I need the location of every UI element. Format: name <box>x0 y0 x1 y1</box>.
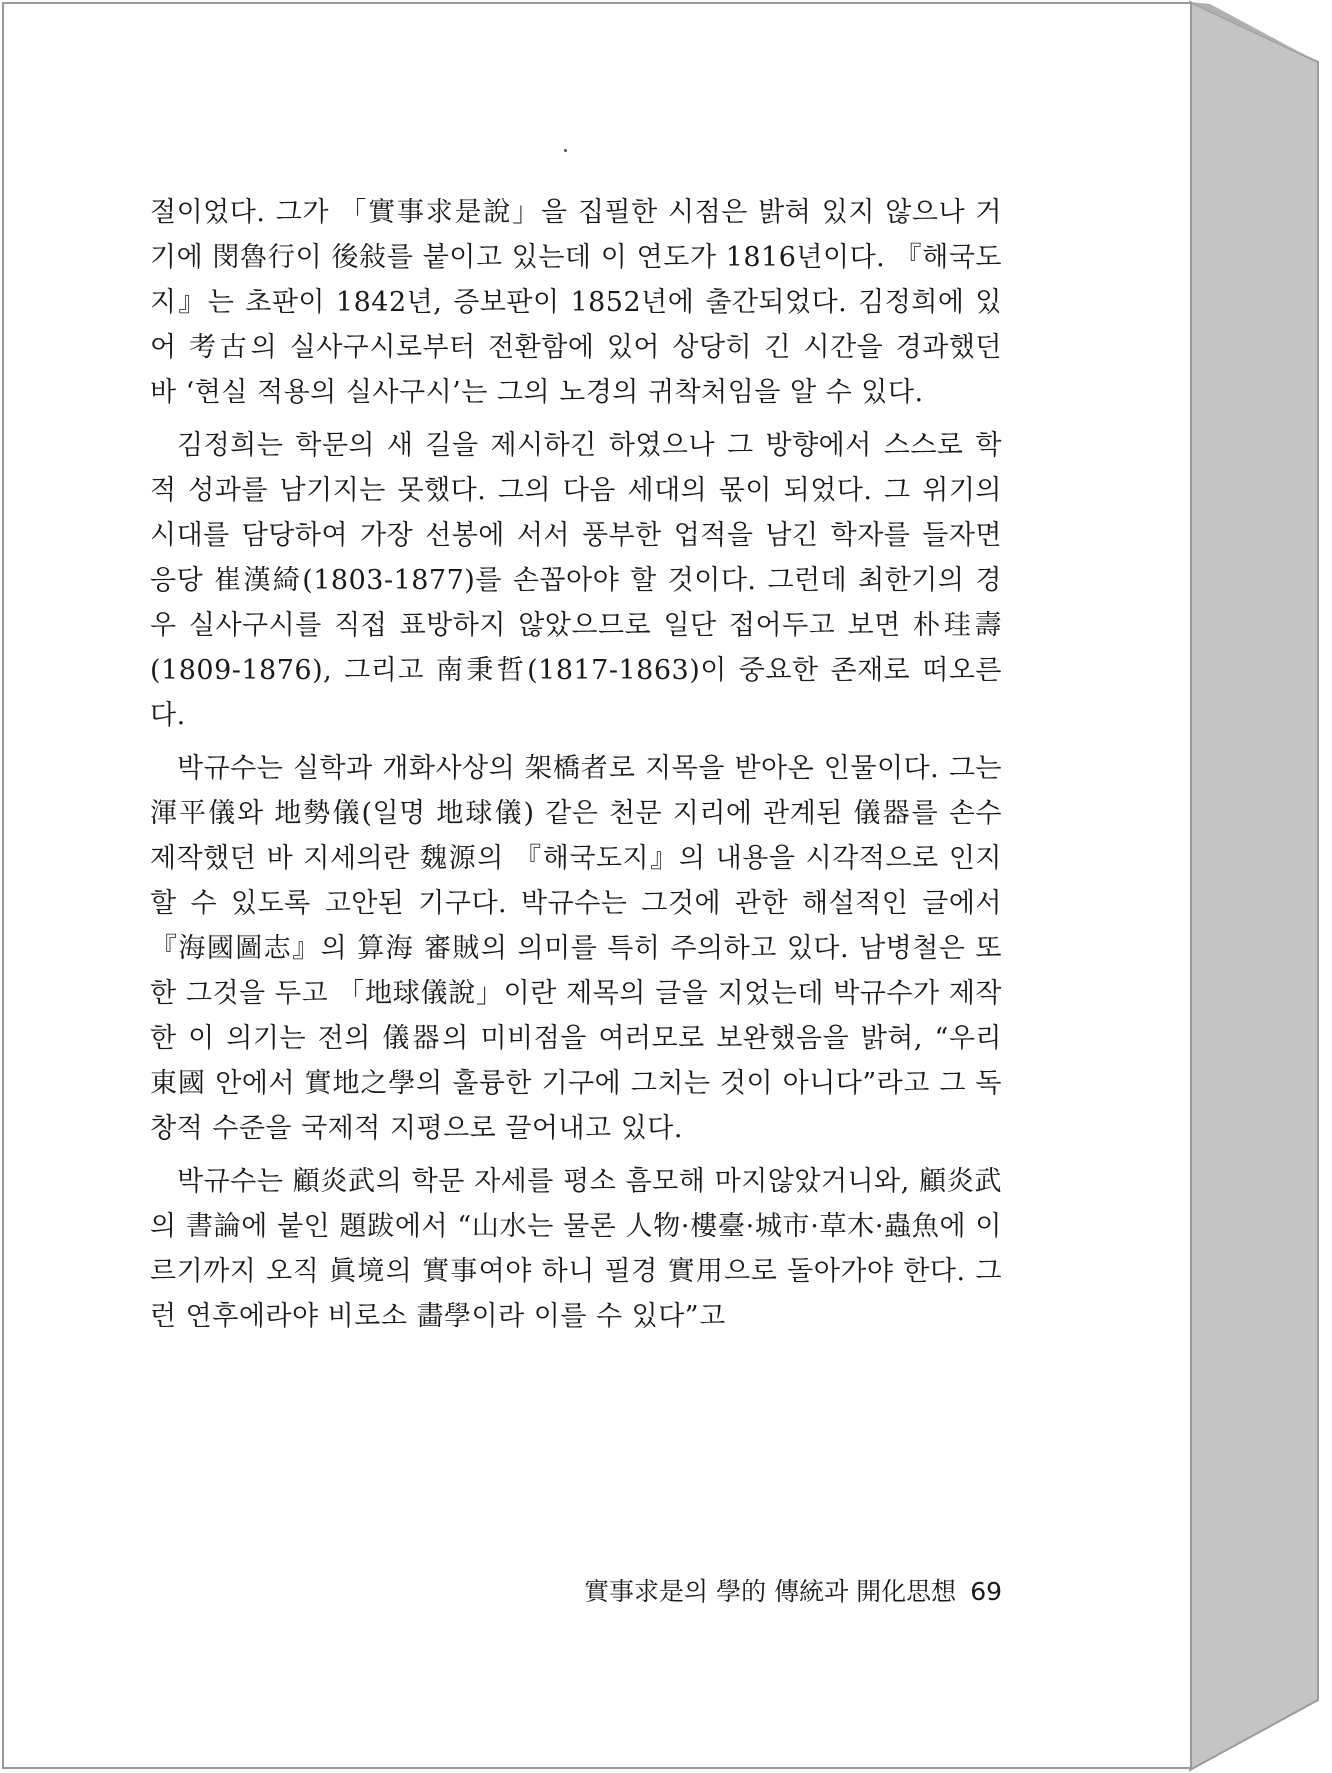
print-speck <box>564 149 567 152</box>
paragraph-3: 박규수는 실학과 개화사상의 架橋者로 지목을 받아온 인물이다. 그는 渾平儀와 地勢儀(일명 地球儀) 같은 천문 지리에 관계된 儀器를 손수 제작했던 바 지세의란 魏源의 『해국도지』의 내용을 시각적으로 인지할 수 있도록 고안된 기구다. 박규수는 그것에 관한 해설적인 글에서 『海國圖志』의 算海 審賊의 의미를 특히 주의하고 있다. 남병철은 또한 그것을 두고 「地球儀說」이란 제목의 글을 지었는데 박규수가 제작한 이 의기는 전의 儀器의 미비점을 여러모로 보완했음을 밝혀, “우리 東國 안에서 實地之學의 훌륭한 기구에 그치는 것이 아니다”라고 그 독창적 수준을 국제적 지평으로 끌어내고 있다. <box>150 753 1002 1144</box>
running-title: 實事求是의 學的 傳統과 開化思想 <box>584 1577 957 1606</box>
paragraph-4: 박규수는 顧炎武의 학문 자세를 평소 흠모해 마지않았거니와, 顧炎武의 書論에 붙인 題跋에서 “山水는 물론 人物·樓臺·城市·草木·蟲魚에 이르기까지 오직 眞境의 實事여야 하니 필경 實用으로 돌아가야 한다. 그런 연후에라야 비로소 畵學이라 이를 수 있다”고 <box>150 1166 1002 1332</box>
paragraph-2: 김정희는 학문의 새 길을 제시하긴 하였으나 그 방향에서 스스로 학적 성과를 남기지는 못했다. 그의 다음 세대의 몫이 되었다. 그 위기의 시대를 담당하여 가장 선봉에 서서 풍부한 업적을 남긴 학자를 들자면 응당 崔漢綺(1803-1877)를 손꼽아야 할 것이다. 그런데 최한기의 경우 실사구시를 직접 표방하지 않았으므로 일단 접어두고 보면 朴珪壽(1809-1876), 그리고 南秉哲(1817-1863)이 중요한 존재로 떠오른다. <box>150 430 1002 731</box>
body-text <box>150 190 1002 1347</box>
paragraph-1: 절이었다. 그가 「實事求是說」을 집필한 시점은 밝혀 있지 않으나 거기에 閔魯行이 後敍를 붙이고 있는데 이 연도가 1816년이다. 『해국도지』는 초판이 1842년, 증보판이 1852년에 출간되었다. 김정희에 있어 考古의 실사구시로부터 전환함에 있어 상당히 긴 시간을 경과했던 바 ‘현실 적용의 실사구시’는 그의 노경의 귀착처임을 알 수 있다. <box>150 197 1002 408</box>
page-footer <box>150 1572 1002 1608</box>
page-number: 69 <box>970 1577 1002 1606</box>
